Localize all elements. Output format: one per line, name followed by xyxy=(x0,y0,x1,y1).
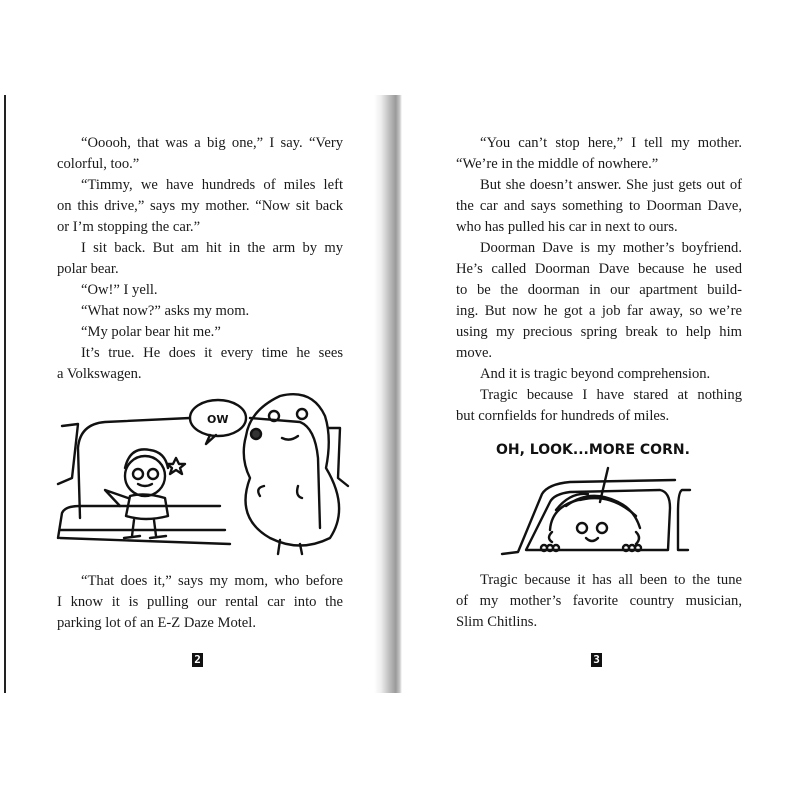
text-line: “What now?” asks my mom. xyxy=(81,303,250,319)
boy-and-polar-bear-illustration xyxy=(50,388,350,556)
book-gutter xyxy=(374,95,402,693)
seat-cushion xyxy=(58,506,230,544)
text-line: move. xyxy=(456,345,493,361)
text-line: “My polar bear hit me.” xyxy=(81,324,221,340)
right-page-top-text xyxy=(456,133,742,427)
car-window-left xyxy=(58,424,78,484)
page-number-left: 2 xyxy=(192,653,203,667)
boy-head xyxy=(125,456,165,496)
text-line: a Volkswagen. xyxy=(57,366,142,382)
text-line: the car and says something to Doorman Dave, xyxy=(456,198,742,214)
page-number-right: 3 xyxy=(591,653,602,667)
text-line: of my mother’s favorite country musician, xyxy=(456,593,742,609)
boy-in-car-window-illustration xyxy=(490,432,720,556)
car-door-edge xyxy=(678,490,690,550)
text-line: colorful, too.” xyxy=(57,156,140,172)
text-line: It’s true. He does it every time he sees xyxy=(81,345,343,361)
text-line: “Ooooh, that was a big one,” I say. “Very xyxy=(81,135,343,151)
text-line: or I’m stopping the car.” xyxy=(57,219,201,235)
right-page-bottom-text xyxy=(456,570,742,633)
text-line: polar bear. xyxy=(57,261,119,277)
seat-back xyxy=(78,418,320,528)
text-line: parking lot of an E-Z Daze Motel. xyxy=(57,615,256,631)
text-line: on this drive,” says my mother. “Now sit back xyxy=(57,198,343,214)
text-line: Doorman Dave is my mother’s boyfriend. xyxy=(480,240,742,256)
left-page-bottom-text xyxy=(57,571,343,634)
left-page-top-text xyxy=(57,133,343,385)
text-line: “Timmy, we have hundreds of miles left xyxy=(81,177,343,193)
text-line: He’s called Doorman Dave because he used xyxy=(456,261,742,277)
text-line: “We’re in the middle of nowhere.” xyxy=(456,156,659,172)
text-line: to be the doorman in our apartment build- xyxy=(456,282,742,298)
speech-bubble-text: OW xyxy=(207,413,229,426)
text-line: but cornfields for hundreds of miles. xyxy=(456,408,670,424)
pain-star xyxy=(167,458,185,474)
text-line: Slim Chitlins. xyxy=(456,614,538,630)
text-line: I sit back. But am hit in the arm by my xyxy=(81,240,343,256)
text-line: who has pulled his car in next to ours. xyxy=(456,219,678,235)
text-line: But she doesn’t answer. She just gets out of xyxy=(480,177,742,193)
text-line: And it is tragic beyond comprehension. xyxy=(480,366,711,382)
text-line: ing. But now he got a job far away, so we’re xyxy=(456,303,742,319)
page-edge xyxy=(4,95,6,693)
text-line: Tragic because I have stared at nothing xyxy=(480,387,742,403)
text-line: I know it is pulling our rental car into the xyxy=(57,594,343,610)
polar-bear-body xyxy=(244,394,339,545)
speech-caption-text: OH, LOOK...MORE CORN. xyxy=(496,442,690,458)
text-line: “That does it,” says my mom, who before xyxy=(81,573,343,589)
text-line: Tragic because it has all been to the tune xyxy=(480,572,742,588)
text-line: “You can’t stop here,” I tell my mother. xyxy=(480,135,742,151)
text-line: “Ow!” I yell. xyxy=(81,282,158,298)
text-line: using my precious spring break to help him xyxy=(456,324,742,340)
